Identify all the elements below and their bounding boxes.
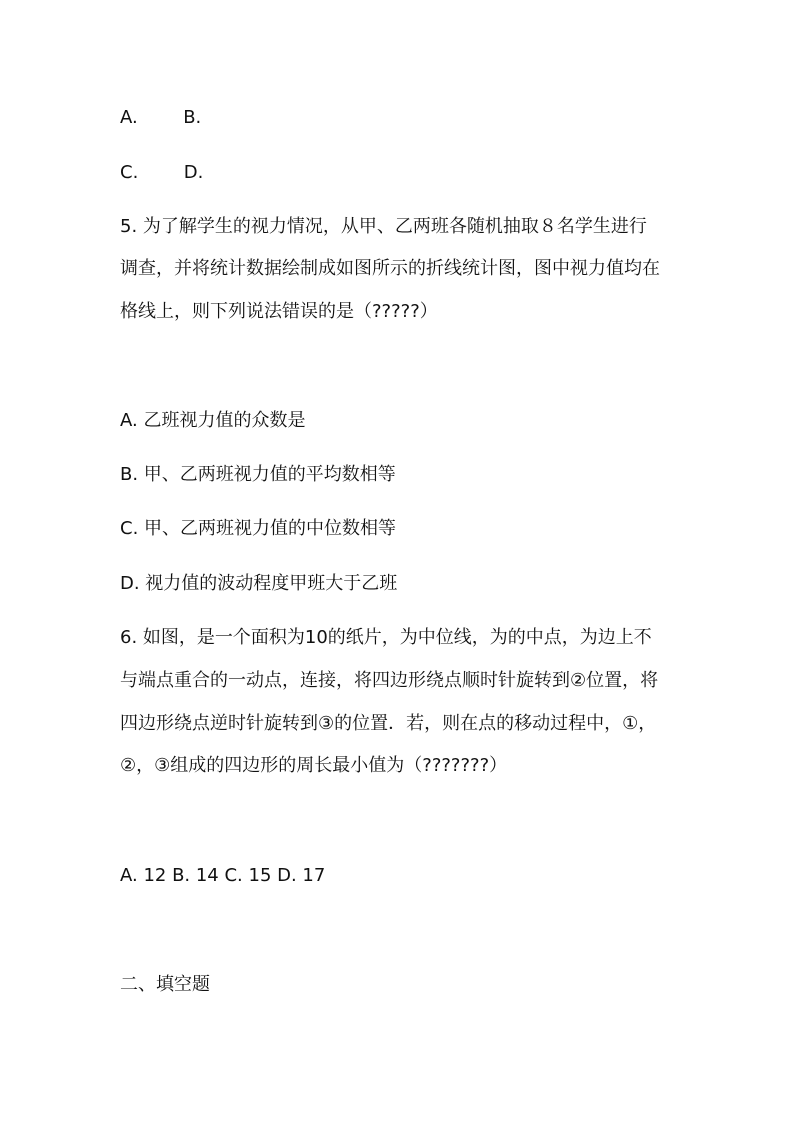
q5-option-c: C. 甲、乙两班视力值的中位数相等 [120, 518, 397, 539]
q6-text-line-2: 与端点重合的一动点，连接，将四边形绕点顺时针旋转到②位置，将 [120, 670, 659, 691]
q5-text-line-2: 调查，并将统计数据绘制成如图所示的折线统计图，图中视力值均在 [120, 258, 660, 279]
q4-options-row-2 [120, 161, 203, 185]
q5-text-line-1: 5. 为了解学生的视力情况，从甲、乙两班各随机抽取８名学生进行 [120, 216, 647, 237]
q6-text-line-1: 6. 如图，是一个面积为10的纸片，为中位线，为的中点，为边上不 [120, 627, 652, 648]
q6-text-line-3: 四边形绕点逆时针旋转到③的位置．若，则在点的移动过程中，①， [120, 713, 657, 734]
q5-option-b: B. 甲、乙两班视力值的平均数相等 [120, 464, 396, 485]
q5-text-line-3: 格线上，则下列说法错误的是（?????） [120, 301, 438, 322]
q5-option-d: D. 视力值的波动程度甲班大于乙班 [120, 573, 398, 594]
q5-option-a: A. 乙班视力值的众数是 [120, 410, 306, 431]
q4-option-d: D. [183, 162, 204, 183]
section-title-fill-in-blanks: 二、填空题 [120, 974, 210, 995]
q4-option-a: A. [120, 107, 138, 128]
q4-options-row-1 [120, 106, 201, 130]
q6-text-line-4: ②，③组成的四边形的周长最小值为（???????） [120, 755, 508, 776]
q6-options: A. 12 B. 14 C. 15 D. 17 [120, 865, 326, 886]
q4-option-b: B. [183, 107, 202, 128]
q4-option-c: C. [120, 162, 139, 183]
